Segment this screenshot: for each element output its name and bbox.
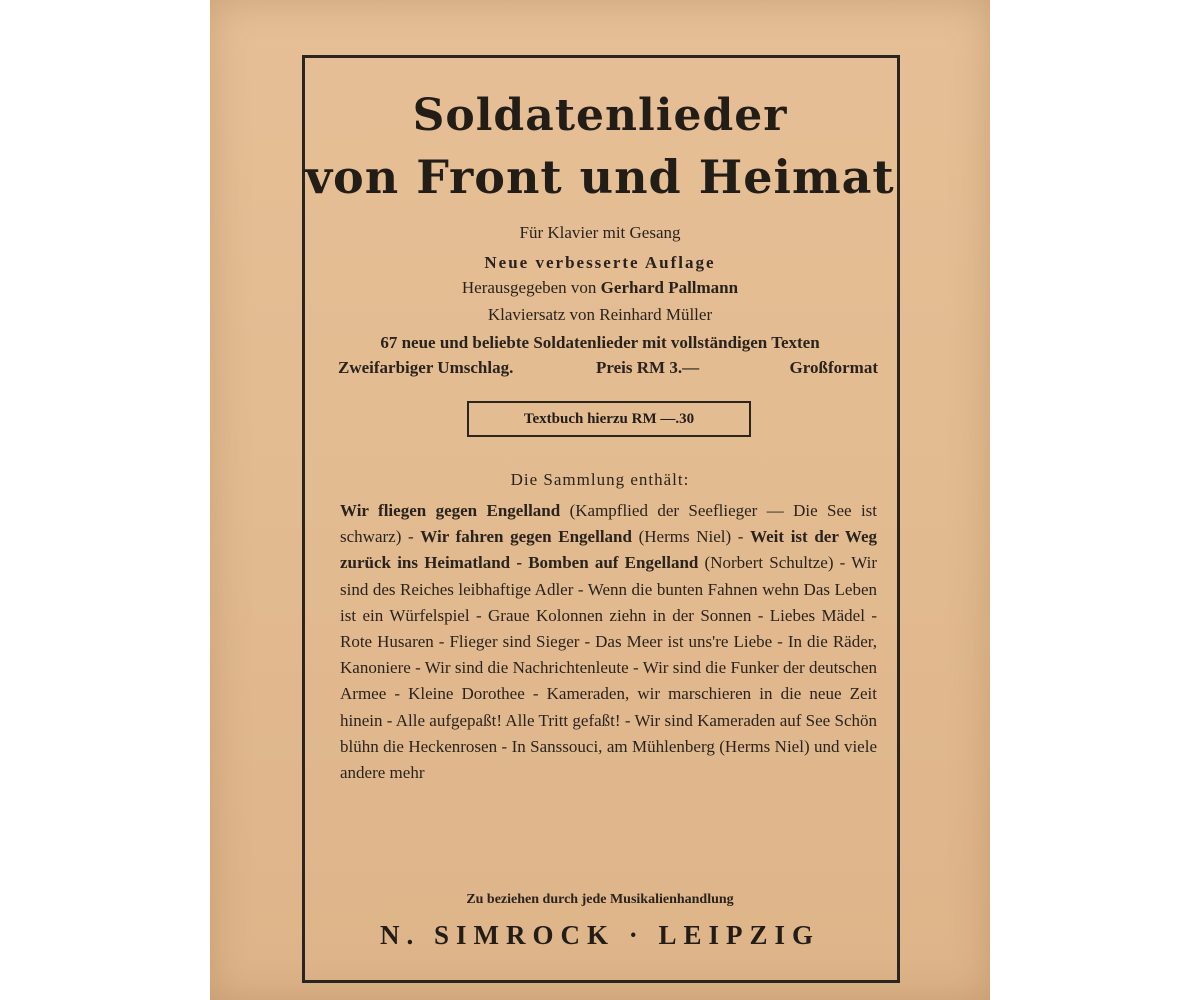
title-line-2: von Front und Heimat <box>305 150 895 204</box>
song-segment: (Norbert Schultze) - Wir sind des Reiches leibhaftige Adler - Wenn die bunten Fahnen wehn Das Leben ist ein Würfelspiel - Graue Kolonnen ziehn in der Sonnen - Liebes Mädel - Rote Husaren - Flieger sind Sieger - Das Meer ist uns're Liebe - In die Räder, Kanoniere - Wir sind die Nachrichtenleute - Wir sind die Funker der deutschen Armee - Kleine Dorothee - Kameraden, wir marschieren in die neue Zeit hinein - Alle aufgepaßt! Alle Tritt gefaßt! - Wir sind Kameraden auf See Schön blühn die Heckenrosen - In Sanssouci, am Mühlenberg (Herms Niel) und viele andere mehr <box>340 553 877 783</box>
price: Preis RM 3.— <box>596 358 700 377</box>
description: 67 neue und beliebte Soldatenlieder mit vollständigen Texten <box>380 333 820 352</box>
edition: Neue verbesserte Auflage <box>484 253 716 272</box>
subtitle: Für Klavier mit Gesang <box>519 223 681 242</box>
song-segment: Weit ist der Weg zurück ins Heimatland - Bomben auf Engelland <box>340 527 878 573</box>
editor-prefix: Herausgegeben von <box>461 278 597 297</box>
song-segment: Wir fahren gegen Engelland <box>420 527 632 547</box>
song-list <box>340 498 877 786</box>
publisher: N. SIMROCK · LEIPZIG <box>379 920 821 950</box>
distribution-note: Zu beziehen durch jede Musikalienhandlung <box>466 892 734 907</box>
arranger: Klaviersatz von Reinhard Müller <box>487 305 713 324</box>
format: Großformat <box>789 358 878 377</box>
editor-line <box>210 278 990 298</box>
song-segment: (Herms Niel) - <box>631 527 751 547</box>
collection-intro: Die Sammlung enthält: <box>510 470 690 489</box>
song-segment: Wir fliegen gegen Engelland <box>340 501 561 520</box>
editor-name: Gerhard Pallmann <box>600 278 739 297</box>
title-line-1: Soldatenlieder <box>412 90 788 141</box>
book-back-cover <box>210 0 990 1000</box>
cover-note: Zweifarbiger Umschlag. <box>338 358 514 377</box>
song-segment: (Kampflied der Seeflieger — Die See ist schwarz) - <box>340 501 878 547</box>
textbook-price-box: Textbuch hierzu RM —.30 <box>467 401 751 437</box>
